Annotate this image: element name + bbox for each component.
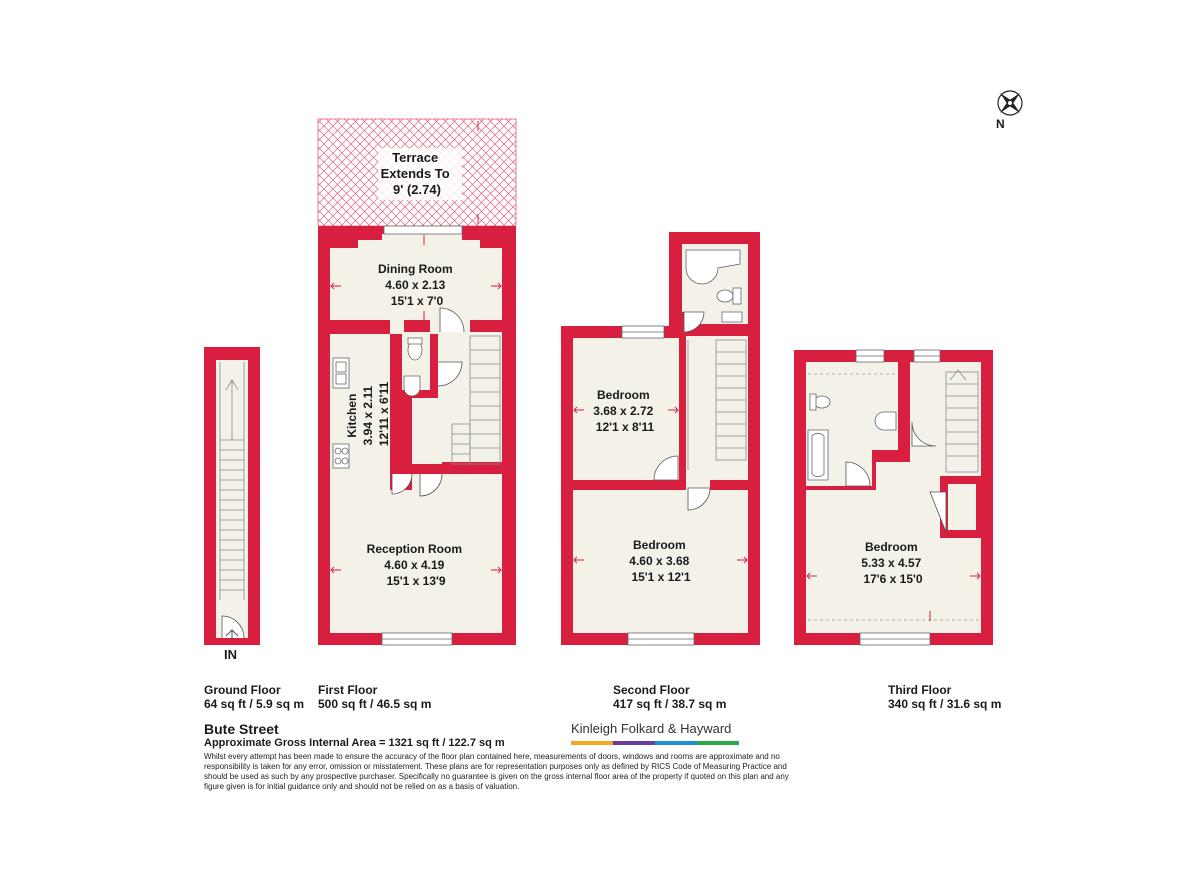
floor-name: Third Floor xyxy=(888,683,952,697)
property-title: Bute Street xyxy=(204,721,279,737)
floor-name: First Floor xyxy=(318,683,378,697)
brand-bar-blue xyxy=(655,741,697,745)
third-landing-area xyxy=(910,362,981,476)
north-compass-icon xyxy=(998,91,1022,115)
second-main-bedroom-label: Bedroom 4.60 x 3.68 15'1 x 12'1 xyxy=(629,538,691,584)
floor-name: Second Floor xyxy=(613,683,690,697)
terrace-label: Terrace Extends To 9' (2.74) xyxy=(380,150,450,197)
entrance-label: IN xyxy=(224,647,237,662)
floor-area: 64 sq ft / 5.9 sq m xyxy=(204,697,305,711)
third-floor-caption xyxy=(888,683,1001,711)
compass-label: N xyxy=(996,117,1005,131)
disclaimer-text: Whilst every attempt has been made to ensure the accuracy of the floor plan contained here, measurements of doors, windows and rooms are approximate and no responsibility is taken for any error, omission or misstatement. These plans are for representation purposes only as defined by RICS Code of Measuring Practice and should be used as such by any prospective purchaser. Specifically no guarantee is given on the gross internal floor area of the property if quoted on this plan and any figure given is for initial guidance only and should not be relied on as a basis of valuation. xyxy=(204,752,789,791)
ground-floor-caption xyxy=(204,683,304,711)
third-floor-plan xyxy=(794,350,993,645)
brand-name: Kinleigh Folkard & Hayward xyxy=(571,721,732,736)
first-floor-caption xyxy=(318,683,431,711)
gross-internal-area: Approximate Gross Internal Area = 1321 sq ft / 122.7 sq m xyxy=(204,737,505,749)
reception-room-label: Reception Room 4.60 x 4.19 15'1 x 13'9 xyxy=(366,542,462,588)
brand-bar-green xyxy=(697,741,739,745)
floor-area: 340 sq ft / 31.6 sq m xyxy=(888,697,1002,711)
ground-floor-plan xyxy=(204,347,260,645)
kitchen-label: Kitchen 3.94 x 2.11 12'11 x 6'11 xyxy=(345,381,391,447)
brand-bar-orange xyxy=(571,741,613,745)
brand-bar-purple xyxy=(613,741,655,745)
floor-area: 500 sq ft / 46.5 sq m xyxy=(318,697,432,711)
second-landing-area xyxy=(686,336,748,480)
second-floor-caption xyxy=(613,683,726,711)
dining-room-label: Dining Room 4.60 x 2.13 15'1 x 7'0 xyxy=(378,262,453,308)
second-small-bedroom-label: Bedroom 3.68 x 2.72 12'1 x 8'11 xyxy=(593,388,655,434)
floor-name: Ground Floor xyxy=(204,683,281,697)
floor-area: 417 sq ft / 38.7 sq m xyxy=(613,697,727,711)
third-bedroom-label: Bedroom 5.33 x 4.57 17'6 x 15'0 xyxy=(861,540,923,586)
